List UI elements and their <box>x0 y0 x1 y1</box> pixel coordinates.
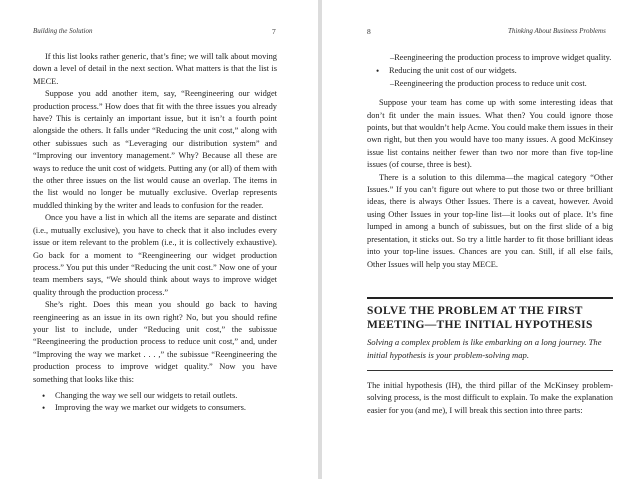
paragraph: Suppose you add another item, say, “Reengineering our widget production process.” How does that fit with the three issues you already have? This is certainly an important issue, but it isn’t a fourth point alongside the others. It falls under “Reducing the unit cost,” along with other subissues such as “Leveraging our distribution system” and “Improving our inventory management.” Why? Because all these are ways to reduce the unit cost of widgets. Putting any (or all) of them with the other three issues on the list would cause an overlap. The items in the list would no longer be mutually exclusive. Overlap represents muddled thinking by the writer and leads to confusion for the reader. <box>33 89 277 210</box>
section-title <box>367 305 617 332</box>
paragraph: The initial hypothesis (IH), the third pillar of the McKinsey problem-solving process, is the most difficult to explain. To make the explanation easier for you (and me), I will break this section into three parts: <box>367 381 613 415</box>
running-header: Building the Solution <box>33 27 93 35</box>
bullet-list <box>33 390 277 415</box>
page-number: 8 <box>367 27 371 36</box>
sub-item: –Reengineering the production process to reduce unit cost. <box>390 78 587 88</box>
sub-item: –Reengineering the production process to improve widget quality. <box>390 53 612 62</box>
running-header: Thinking About Business Problems <box>508 27 606 35</box>
list-item: • Improving the way we market our widgets to consumers. <box>55 402 277 414</box>
right-page <box>322 0 640 479</box>
left-page <box>0 0 318 479</box>
paragraph: There is a solution to this dilemma—the magical category “Other Issues.” If you can’t figure out where to put those two or three brilliant ideas, there is always Other Issues. There is a caveat, however. Avoid using Other Issues in your top-line list—it looks out of place. It’s fine lumped in among a bunch of subissues, but on the first slide of a big presentation, it sticks out. So try a little harder to fit those brilliant ideas into your top-line issues. Chances are you can. Still, if all else fails, Other Issues will help you stay MECE. <box>367 172 613 269</box>
list-item: • Changing the way we sell our widgets to retail outlets. <box>55 390 277 402</box>
paragraph: She’s right. Does this mean you should go back to having reengineering as an issue in its own right? No, but you should refine your list to include, under “Reducing unit cost,” the subissue “Reengineering the production process to reduce unit cost,” and, under “Improving the way we market . . . ,” the subissue “Reengineering the production process to improve widget quality.” Now you have something that looks like this: <box>33 300 277 384</box>
section-title-line: SOLVE THE PROBLEM AT THE FIRST <box>367 305 583 317</box>
section-title-line: MEETING—THE INITIAL HYPOTHESIS <box>367 318 593 331</box>
right-body-text-2 <box>367 380 613 417</box>
list-item: • Reducing the unit cost of our widgets. <box>389 65 613 77</box>
paragraph: Once you have a list in which all the items are separate and distinct (i.e., mutually exclusive), you have to check that it also includes every issue or item relevant to the problem (i.e., it is collectively exhaustive). Go back for a moment to “Reengineering our widget production process.” You put this under “Reducing the unit cost.” Now one of your team members says, “We should think about ways to improve widget quality through the production process.” <box>33 213 277 297</box>
page-number: 7 <box>272 27 276 36</box>
section-subtitle: Solving a complex problem is like embarking on a long journey. The initial hypothesis is your problem-solving map. <box>367 337 602 360</box>
right-body-text <box>367 52 613 271</box>
left-body-text <box>33 51 277 415</box>
bullet-list <box>367 65 613 77</box>
section-rule-bottom <box>367 370 613 371</box>
section-rule-top <box>367 297 613 299</box>
paragraph: If this list looks rather generic, that’s fine; we will talk about moving down a level of detail in the next section. What matters is that the list is MECE. <box>33 52 277 86</box>
paragraph: Suppose your team has come up with some interesting ideas that don’t fit under the main issues. What then? You could ignore those points, but that wouldn’t help Acme. You could make them issues in their own right, but then you would have too many issues. A good McKinsey issue list contains neither fewer than two nor more than five top-line issues (of course, three is best). <box>367 98 613 170</box>
